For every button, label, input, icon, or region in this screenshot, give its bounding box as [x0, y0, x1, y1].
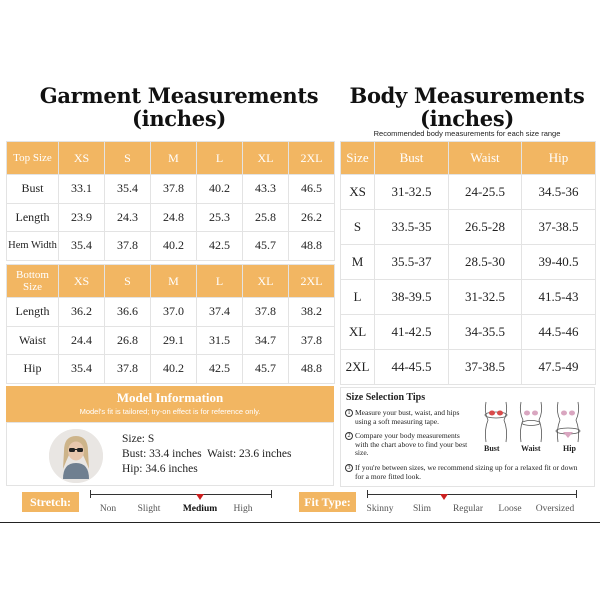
table-row	[7, 232, 335, 261]
stretch-option: Non	[99, 504, 117, 514]
table-cell: 36.6	[105, 298, 151, 327]
table-cell: 45.7	[243, 355, 289, 384]
table-cell: 34.5-36	[522, 175, 596, 210]
fit-tick	[367, 490, 368, 498]
table-cell: 37.8	[151, 175, 197, 204]
tips-title: Size Selection Tips	[346, 392, 426, 403]
header-cell: Size	[341, 142, 375, 175]
bottom-size-table	[6, 264, 335, 384]
body-size-table	[340, 141, 596, 385]
row-label: Length	[7, 298, 59, 327]
fit-option-selected: Regular	[452, 504, 484, 514]
stretch-option: Slight	[137, 504, 161, 514]
stretch-tick	[90, 490, 91, 498]
table-cell: 25.3	[197, 203, 243, 232]
table-cell: 35.4	[105, 175, 151, 204]
table-row	[341, 210, 596, 245]
table-header-row	[341, 142, 596, 175]
figure-label-bust: Bust	[484, 444, 500, 453]
table-cell: 41.5-43	[522, 280, 596, 315]
table-cell: 35.4	[59, 355, 105, 384]
fit-option: Slim	[413, 504, 431, 514]
stretch-scale-line	[90, 494, 272, 495]
table-row	[7, 355, 335, 384]
table-row	[341, 315, 596, 350]
figure-label-waist: Waist	[521, 444, 541, 453]
stretch-label: Stretch:	[22, 492, 79, 512]
tip-item	[345, 409, 475, 426]
table-cell: 40.2	[197, 175, 243, 204]
row-label: Bust	[7, 175, 59, 204]
table-cell: 37.8	[105, 232, 151, 261]
table-header-row	[7, 142, 335, 175]
header-cell: 2XL	[289, 265, 335, 298]
table-cell: 29.1	[151, 326, 197, 355]
garment-units-text: (inches)	[132, 106, 226, 131]
table-header-row	[7, 265, 335, 298]
table-cell: 26.8	[105, 326, 151, 355]
stretch-option-selected: Medium	[182, 504, 218, 514]
table-cell: 28.5-30	[449, 245, 522, 280]
row-label: XL	[341, 315, 375, 350]
table-row	[7, 203, 335, 232]
body-units-text: (inches)	[420, 106, 514, 131]
header-cell: M	[151, 142, 197, 175]
table-cell: 31-32.5	[375, 175, 449, 210]
header-cell: M	[151, 265, 197, 298]
table-cell: 26.5-28	[449, 210, 522, 245]
table-row	[341, 350, 596, 385]
header-cell: Hip	[522, 142, 596, 175]
garment-measurements-title	[30, 84, 328, 130]
body-subtitle: Recommended body measurements for each size range	[373, 129, 561, 138]
table-cell: 37.4	[197, 298, 243, 327]
table-cell: 42.5	[197, 355, 243, 384]
table-cell: 31-32.5	[449, 280, 522, 315]
row-label: XS	[341, 175, 375, 210]
header-cell: L	[197, 265, 243, 298]
model-note: Model's fit is tailored; try-on effect is for reference only.	[79, 407, 261, 416]
top-size-table	[6, 141, 335, 261]
table-cell: 37-38.5	[449, 350, 522, 385]
row-label: Waist	[7, 326, 59, 355]
measurement-figure-icon	[476, 398, 591, 444]
model-info-box	[6, 422, 334, 486]
table-cell: 24.8	[151, 203, 197, 232]
table-cell: 34-35.5	[449, 315, 522, 350]
fit-option: Loose	[498, 504, 522, 514]
row-label: L	[341, 280, 375, 315]
table-cell: 24.3	[105, 203, 151, 232]
model-title: Model Information	[116, 390, 224, 405]
table-cell: 33.1	[59, 175, 105, 204]
table-row	[341, 175, 596, 210]
table-cell: 48.8	[289, 355, 335, 384]
table-cell: 38.2	[289, 298, 335, 327]
fit-option: Skinny	[366, 504, 394, 514]
table-cell: 37.8	[289, 326, 335, 355]
model-bust-waist: Bust: 33.4 inches Waist: 23.6 inches	[122, 448, 292, 460]
fit-scale-line	[367, 494, 577, 495]
garment-title-text: Garment Measurements	[39, 83, 319, 108]
table-cell: 42.5	[197, 232, 243, 261]
stretch-selected-marker	[196, 494, 204, 500]
fit-option: Oversized	[535, 504, 575, 514]
table-row	[341, 280, 596, 315]
header-cell: Waist	[449, 142, 522, 175]
header-cell: Bottom Size	[7, 265, 59, 298]
tip-text: Compare your body measurements with the chart above to find your best size.	[355, 431, 468, 457]
stretch-tick	[271, 490, 272, 498]
table-cell: 26.2	[289, 203, 335, 232]
header-cell: S	[105, 265, 151, 298]
tip-number: 1	[345, 409, 353, 417]
fit-type-label: Fit Type:	[299, 492, 356, 512]
table-cell: 36.2	[59, 298, 105, 327]
table-cell: 38-39.5	[375, 280, 449, 315]
header-cell: XL	[243, 142, 289, 175]
table-cell: 24.4	[59, 326, 105, 355]
model-measurements	[122, 432, 291, 477]
size-selection-tips	[340, 387, 595, 487]
header-cell: XS	[59, 265, 105, 298]
stretch-option: High	[233, 504, 253, 514]
table-cell: 44-45.5	[375, 350, 449, 385]
bottom-divider	[0, 522, 600, 523]
header-cell: 2XL	[289, 142, 335, 175]
tip-item	[345, 464, 590, 481]
model-size: Size: S	[122, 433, 155, 445]
table-row	[7, 175, 335, 204]
row-label: 2XL	[341, 350, 375, 385]
header-cell: XL	[243, 265, 289, 298]
tip-number: 2	[345, 432, 353, 440]
table-cell: 33.5-35	[375, 210, 449, 245]
tip-number: 3	[345, 464, 353, 472]
table-cell: 39-40.5	[522, 245, 596, 280]
header-cell: Top Size	[7, 142, 59, 175]
table-cell: 31.5	[197, 326, 243, 355]
table-cell: 35.4	[59, 232, 105, 261]
tip-text: Measure your bust, waist, and hips using a soft measuring tape.	[355, 408, 460, 426]
tip-item	[345, 432, 475, 458]
table-row	[7, 298, 335, 327]
row-label: M	[341, 245, 375, 280]
table-cell: 45.7	[243, 232, 289, 261]
header-cell: Bust	[375, 142, 449, 175]
table-cell: 24-25.5	[449, 175, 522, 210]
fit-selected-marker	[440, 494, 448, 500]
table-cell: 46.5	[289, 175, 335, 204]
row-label: Hip	[7, 355, 59, 384]
figure-label-hip: Hip	[563, 444, 576, 453]
table-cell: 35.5-37	[375, 245, 449, 280]
table-cell: 23.9	[59, 203, 105, 232]
header-cell: XS	[59, 142, 105, 175]
row-label: S	[341, 210, 375, 245]
tip-text: If you're between sizes, we recommend sizing up for a relaxed fit or down for a more fitted look.	[355, 463, 578, 481]
table-row	[341, 245, 596, 280]
table-cell: 43.3	[243, 175, 289, 204]
table-cell: 37.0	[151, 298, 197, 327]
model-hip: Hip: 34.6 inches	[122, 463, 198, 475]
body-measurements-title	[342, 84, 592, 130]
header-cell: S	[105, 142, 151, 175]
table-cell: 44.5-46	[522, 315, 596, 350]
model-information-header	[6, 386, 334, 422]
body-title-text: Body Measurements	[349, 83, 585, 108]
table-cell: 37-38.5	[522, 210, 596, 245]
table-cell: 37.8	[243, 298, 289, 327]
table-cell: 34.7	[243, 326, 289, 355]
header-cell: L	[197, 142, 243, 175]
table-cell: 40.2	[151, 355, 197, 384]
table-cell: 37.8	[105, 355, 151, 384]
table-cell: 47.5-49	[522, 350, 596, 385]
model-avatar	[49, 429, 103, 483]
table-cell: 41-42.5	[375, 315, 449, 350]
table-cell: 25.8	[243, 203, 289, 232]
fit-tick	[576, 490, 577, 498]
table-row	[7, 326, 335, 355]
row-label: Length	[7, 203, 59, 232]
table-cell: 48.8	[289, 232, 335, 261]
row-label: Hem Width	[7, 232, 59, 261]
table-cell: 40.2	[151, 232, 197, 261]
